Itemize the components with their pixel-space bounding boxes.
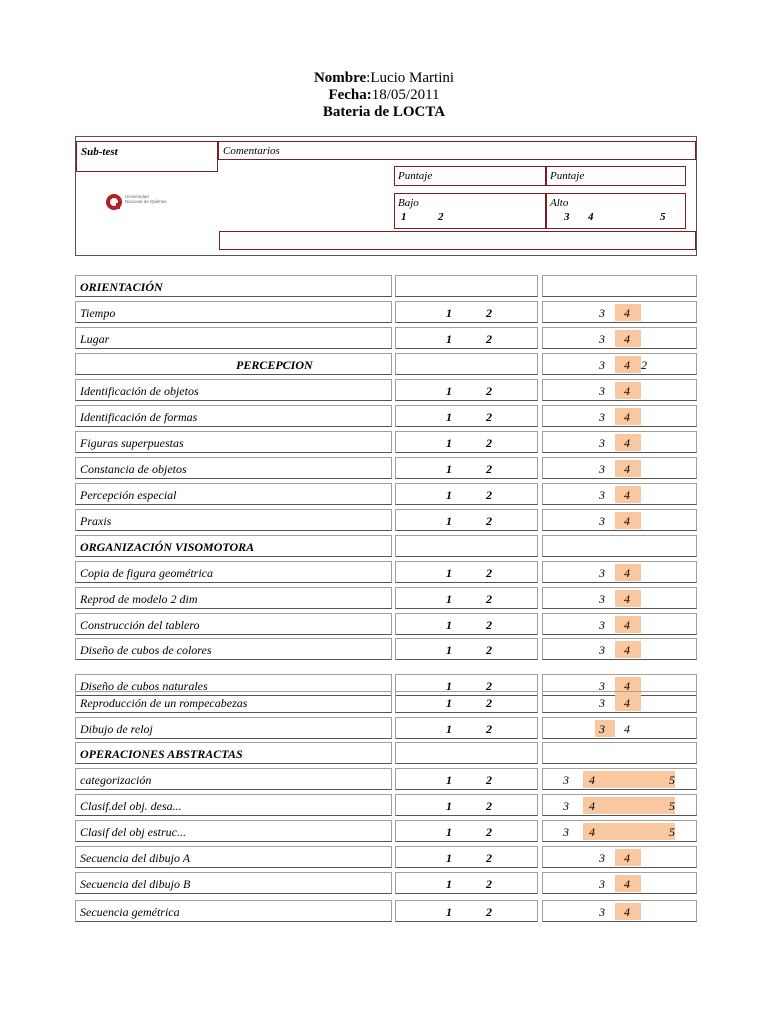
alto-num-3: 3 [564,211,570,223]
score-1[interactable]: 1 [446,488,452,502]
label-cell [75,742,392,764]
high-score-cell[interactable] [542,587,697,609]
score-3[interactable]: 3 [599,618,605,632]
table-row [75,405,697,427]
score-2[interactable]: 2 [486,592,492,606]
label-cell [75,794,392,816]
score-3[interactable]: 3 [599,722,605,736]
score-3[interactable]: 3 [599,877,605,891]
row-label: Identificación de formas [80,410,198,424]
label-cell [75,379,392,401]
row-label: Reproducción de un rompecabezas [80,696,248,710]
bajo-box [394,193,546,229]
name-label: Nombre [313,70,367,86]
table-row [75,327,697,349]
row-label: Secuencia del dibujo A [80,851,191,865]
score-3[interactable]: 3 [599,358,605,372]
table-row [75,768,697,790]
high-score-cell[interactable] [542,535,697,557]
score-4[interactable]: 4 [624,384,630,398]
table-row [75,301,697,323]
label-cell [75,561,392,583]
subtest-label: Sub-test [81,146,118,158]
high-score-cell[interactable] [542,742,697,764]
label-cell [75,353,392,375]
low-score-cell[interactable] [395,872,538,894]
high-score-cell[interactable] [542,353,697,375]
name-line [0,70,768,87]
score-4[interactable]: 4 [624,436,630,450]
low-score-cell[interactable] [395,587,538,609]
label-cell [75,483,392,505]
score-4[interactable]: 4 [624,358,630,372]
high-score-cell[interactable] [542,509,697,531]
alto-label: Alto [550,197,569,209]
table-row [75,587,697,609]
score-1[interactable]: 1 [446,592,452,606]
row-label: Reprod de modelo 2 dim [80,592,198,606]
table-row [75,483,697,505]
score-4[interactable]: 4 [624,618,630,632]
score-3[interactable]: 3 [599,462,605,476]
low-score-cell[interactable] [395,535,538,557]
low-score-cell[interactable] [395,301,538,323]
row-label: Secuencia gemétrica [80,905,180,919]
low-score-cell[interactable] [395,327,538,349]
high-score-cell[interactable] [542,483,697,505]
score-2[interactable]: 2 [486,410,492,424]
score-2[interactable]: 2 [486,514,492,528]
table-row [75,846,697,868]
score-2[interactable]: 2 [486,566,492,580]
puntaje-low-box [394,166,546,186]
bajo-num-1: 1 [401,211,407,223]
score-1[interactable]: 1 [446,436,452,450]
row-label: Copia de figura geométrica [80,566,213,580]
low-score-cell[interactable] [395,900,538,922]
table-row [75,613,697,635]
bajo-num-2: 2 [438,211,444,223]
label-cell [75,613,392,635]
score-4[interactable]: 4 [589,825,595,839]
score-1[interactable]: 1 [446,905,452,919]
high-score-cell[interactable] [542,301,697,323]
row-label: categorización [80,773,152,787]
table-row [75,275,697,297]
score-2[interactable]: 2 [486,462,492,476]
score-4[interactable]: 4 [624,514,630,528]
high-score-cell[interactable] [542,794,697,816]
table-row [75,535,697,557]
high-score-cell[interactable] [542,613,697,635]
low-score-cell[interactable] [395,379,538,401]
high-score-cell[interactable] [542,379,697,401]
label-cell [75,327,392,349]
battery-title: Bateria de LOCTA [322,104,446,120]
label-cell [75,638,392,660]
score-3[interactable]: 3 [563,825,569,839]
date-label: Fecha: [328,87,372,103]
table-row [75,900,697,922]
label-cell [75,457,392,479]
label-cell [75,691,392,713]
high-score-cell[interactable] [542,900,697,922]
score-2[interactable]: 2 [486,384,492,398]
score-highlight [583,823,675,840]
score-1[interactable]: 1 [446,384,452,398]
high-score-cell[interactable] [542,405,697,427]
table-row [75,691,697,713]
low-score-cell[interactable] [395,691,538,713]
score-highlight [583,797,675,814]
alto-num-4: 4 [588,211,594,223]
puntaje-high-label: Puntaje [550,170,585,182]
high-score-cell[interactable] [542,457,697,479]
row-label: Identificación de objetos [80,384,199,398]
score-2[interactable]: 2 [486,799,492,813]
subtest-box [76,141,218,172]
university-logo [105,193,165,216]
low-score-cell[interactable] [395,768,538,790]
high-score-cell[interactable] [542,327,697,349]
label-cell [75,900,392,922]
score-2[interactable]: 2 [486,851,492,865]
row-label: Percepción especial [80,488,177,502]
score-5[interactable]: 5 [669,799,675,813]
score-1[interactable]: 1 [446,877,452,891]
table-row [75,379,697,401]
score-2[interactable]: 2 [486,488,492,502]
score-1[interactable]: 1 [446,462,452,476]
score-5[interactable]: 5 [669,825,675,839]
table-row [75,509,697,531]
low-score-cell[interactable] [395,483,538,505]
bajo-label: Bajo [398,197,419,209]
low-score-cell[interactable] [395,820,538,842]
score-4[interactable]: 4 [624,722,630,736]
score-4[interactable]: 4 [624,643,630,657]
high-score-cell[interactable] [542,561,697,583]
score-1[interactable]: 1 [446,410,452,424]
score-highlight [583,771,675,788]
score-4[interactable]: 4 [624,410,630,424]
table-row [75,431,697,453]
score-4[interactable]: 4 [624,462,630,476]
score-3[interactable]: 3 [599,332,605,346]
score-2[interactable]: 2 [486,332,492,346]
low-score-cell[interactable] [395,846,538,868]
score-1[interactable]: 1 [446,696,452,710]
comentarios-label: Comentarios [223,145,280,157]
low-score-cell[interactable] [395,717,538,739]
low-score-cell[interactable] [395,509,538,531]
score-4[interactable]: 4 [624,851,630,865]
row-label: OPERACIONES ABSTRACTAS [80,747,243,761]
score-1[interactable]: 1 [446,618,452,632]
row-label: PERCEPCION [236,358,313,372]
high-score-cell[interactable] [542,638,697,660]
row-label: Tiempo [80,306,116,320]
score-2[interactable]: 2 [486,905,492,919]
comentarios-box [218,141,696,160]
low-score-cell[interactable] [395,405,538,427]
row-label: Secuencia del dibujo B [80,877,191,891]
table-row [75,561,697,583]
score-4[interactable]: 4 [624,488,630,502]
score-4[interactable]: 4 [624,905,630,919]
score-highlight [595,720,615,737]
row-label: ORGANIZACIÓN VISOMOTORA [80,540,255,554]
score-2[interactable]: 2 [486,679,492,693]
puntaje-low-label: Puntaje [398,170,433,182]
score-3[interactable]: 3 [599,306,605,320]
score-2[interactable]: 2 [486,306,492,320]
high-score-cell[interactable] [542,872,697,894]
row-label: Clasif del obj estruc... [80,825,186,839]
score-4[interactable]: 4 [624,696,630,710]
comment-field[interactable] [219,231,696,250]
score-4[interactable]: 4 [624,566,630,580]
label-cell [75,405,392,427]
score-2[interactable]: 2 [486,877,492,891]
score-4[interactable]: 4 [624,877,630,891]
score-1[interactable]: 1 [446,851,452,865]
label-cell [75,431,392,453]
score-1[interactable]: 1 [446,306,452,320]
score-3[interactable]: 3 [599,566,605,580]
score-2[interactable]: 2 [486,618,492,632]
score-4[interactable]: 4 [589,799,595,813]
score-1[interactable]: 1 [446,514,452,528]
puntaje-high-box [546,166,686,186]
score-2[interactable]: 2 [486,722,492,736]
row-label: ORIENTACIÓN [80,280,163,294]
label-cell [75,872,392,894]
high-score-cell[interactable] [542,431,697,453]
table-row [75,742,697,764]
row-label: Clasif.del obj. desa... [80,799,182,813]
score-4[interactable]: 4 [624,679,630,693]
label-cell [75,768,392,790]
low-score-cell[interactable] [395,561,538,583]
score-2[interactable]: 2 [486,825,492,839]
high-score-cell[interactable] [542,717,697,739]
label-cell [75,717,392,739]
score-extra[interactable]: 2 [641,358,647,372]
table-row [75,872,697,894]
score-3[interactable]: 3 [599,488,605,502]
score-3[interactable]: 3 [599,905,605,919]
name-value: :Lucio Martini [366,70,455,86]
score-1[interactable]: 1 [446,825,452,839]
date-line [0,87,768,104]
score-2[interactable]: 2 [486,436,492,450]
row-label: Construcción del tablero [80,618,200,632]
low-score-cell[interactable] [395,275,538,297]
score-1[interactable]: 1 [446,722,452,736]
score-3[interactable]: 3 [599,696,605,710]
score-1[interactable]: 1 [446,799,452,813]
label-cell [75,535,392,557]
table-row [75,717,697,739]
score-4[interactable]: 4 [624,306,630,320]
score-4[interactable]: 4 [589,773,595,787]
score-3[interactable]: 3 [599,851,605,865]
low-score-cell[interactable] [395,431,538,453]
score-3[interactable]: 3 [599,514,605,528]
low-score-cell[interactable] [395,613,538,635]
score-1[interactable]: 1 [446,679,452,693]
label-cell [75,846,392,868]
score-3[interactable]: 3 [599,679,605,693]
alto-num-5: 5 [660,211,666,223]
low-score-cell[interactable] [395,794,538,816]
row-label: Constancia de objetos [80,462,187,476]
score-5[interactable]: 5 [669,773,675,787]
low-score-cell[interactable] [395,457,538,479]
low-score-cell[interactable] [395,353,538,375]
score-3[interactable]: 3 [599,410,605,424]
label-cell [75,587,392,609]
score-3[interactable]: 3 [563,773,569,787]
score-2[interactable]: 2 [486,643,492,657]
label-cell [75,301,392,323]
score-3[interactable]: 3 [599,643,605,657]
low-score-cell[interactable] [395,638,538,660]
label-cell [75,275,392,297]
row-label: Dibujo de reloj [80,722,153,736]
date-value: 18/05/2011 [371,87,440,103]
row-label: Lugar [80,332,110,346]
score-2[interactable]: 2 [486,773,492,787]
high-score-cell[interactable] [542,768,697,790]
table-row [75,353,697,375]
score-4[interactable]: 4 [624,592,630,606]
logo-text: Universidad Nacional de Quilmes [125,194,167,204]
high-score-cell[interactable] [542,275,697,297]
table-row [75,638,697,660]
table-row [75,820,697,842]
score-1[interactable]: 1 [446,332,452,346]
score-2[interactable]: 2 [486,696,492,710]
alto-box [546,193,686,229]
table-row [75,794,697,816]
score-1[interactable]: 1 [446,643,452,657]
high-score-cell[interactable] [542,846,697,868]
row-label: Diseño de cubos naturales [80,679,208,693]
label-cell [75,509,392,531]
label-cell [75,820,392,842]
high-score-cell[interactable] [542,691,697,713]
score-3[interactable]: 3 [563,799,569,813]
low-score-cell[interactable] [395,742,538,764]
score-3[interactable]: 3 [599,592,605,606]
score-1[interactable]: 1 [446,773,452,787]
score-1[interactable]: 1 [446,566,452,580]
high-score-cell[interactable] [542,820,697,842]
score-3[interactable]: 3 [599,436,605,450]
row-label: Figuras superpuestas [80,436,184,450]
score-4[interactable]: 4 [624,332,630,346]
row-label: Praxis [80,514,112,528]
table-row [75,457,697,479]
row-label: Diseño de cubos de colores [80,643,212,657]
score-3[interactable]: 3 [599,384,605,398]
